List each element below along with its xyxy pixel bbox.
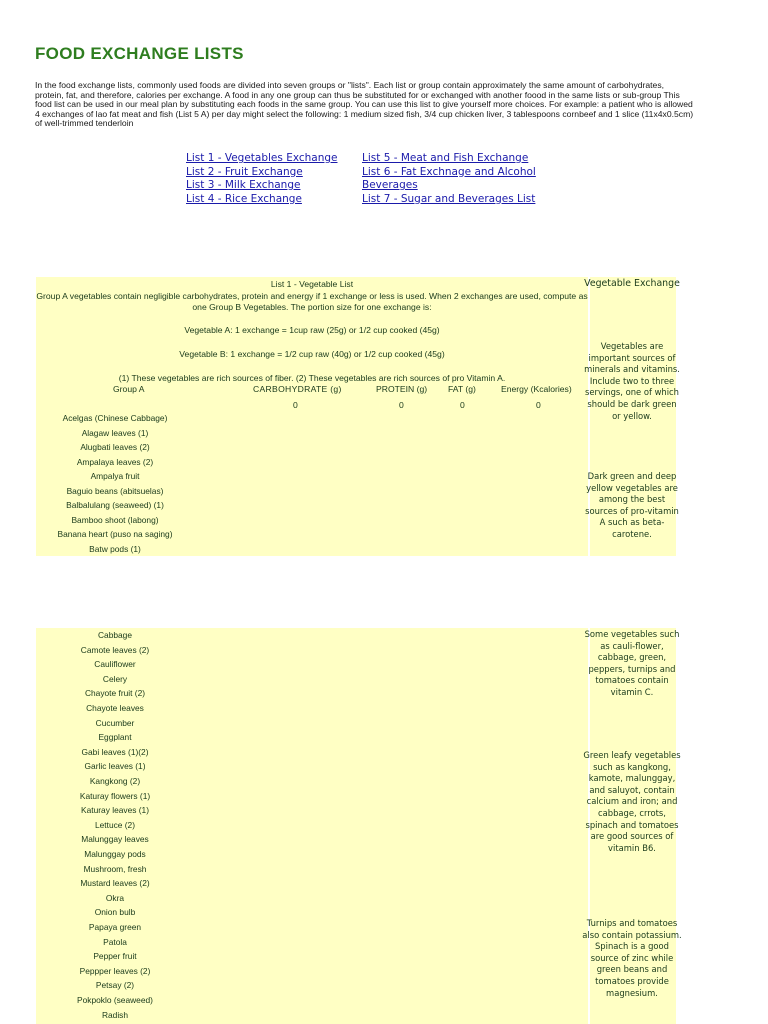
intro-paragraph: In the food exchange lists, commonly used foods are divided into seven groups or "lists". Each list or group contain approximately the same amount of carbohydrates, protein, fat, and therefore, calories per exchange. A food in any one group can thus be substituted for or exchanged with another foood in the same lists or sub-group This food list can be used in our meal plan by substituting each foods in the same group. You can use this list to give yourself more choices. For example: a patient who is allowed 4 exchanges of lao fat meat and fish (List 5 A) per day might select the following: 1 medium sized fish, 3/4 cup chicken liver, 3 tablespoons cornbeef and 1 slice (11x4x0.5cm) of well-trimmed tenderloin xyxy=(35,80,694,129)
vegetable-item: Balbalulang (seaweed) (1) xyxy=(66,500,164,510)
vegetable-item: Acelgas (Chinese Cabbage) xyxy=(62,413,168,423)
vegetable-item: Banana heart (puso na saging) xyxy=(57,529,173,539)
side-note-5: Turnips and tomatoes also contain potassium. Spinach is a good source of zinc while green beans and tomatoes provide magnesium. xyxy=(582,918,682,998)
side-note-4: Green leafy vegetables such as kangkong, kamote, malunggay, and saluyot, contain calcium and iron; and cabbage, crrots, spinach and tomatoes are good sources of vitamin B6. xyxy=(583,750,681,853)
vegetable-item: Radish xyxy=(101,1009,129,1020)
vegetable-item: Katuray flowers (1) xyxy=(79,790,151,801)
vegetable-item: Garlic leaves (1) xyxy=(84,761,146,772)
col-carbohydrate: CARBOHYDRATE (g) xyxy=(253,384,342,394)
vegetable-item: Alagaw leaves (1) xyxy=(81,427,149,438)
value-fat: 0 xyxy=(460,400,465,410)
links-right xyxy=(362,152,536,206)
vegetable-item: Cucumber xyxy=(95,717,135,728)
page-title: FOOD EXCHANGE LISTS xyxy=(35,44,244,63)
value-carbohydrate: 0 xyxy=(293,400,298,410)
side-note-2: Dark green and deep yellow vegetables are among the best sources of pro-vitamin A such as beta-carotene. xyxy=(585,471,679,539)
footnotes: (1) These vegetables are rich sources of fiber. (2) These vegetables are rich sources of pro Vitamin A. xyxy=(118,373,506,383)
vegetable-item: Patola xyxy=(103,936,127,947)
vegetable-item: Peppper leaves (2) xyxy=(79,965,151,976)
vegetable-item: Celery xyxy=(102,673,128,684)
vegetable-item: Baguio beans (abitsuelas) xyxy=(66,485,164,496)
vegetable-item: Camote leaves (2) xyxy=(80,644,150,655)
col-energy: Energy (Kcalories) xyxy=(501,384,572,394)
vegetable-item: Petsay (2) xyxy=(95,980,135,991)
link-list-6[interactable]: List 6 - Fat Exchnage and Alcohol xyxy=(362,165,536,178)
link-list-7[interactable]: List 7 - Sugar and Beverages List xyxy=(362,192,536,205)
link-list-4[interactable]: List 4 - Rice Exchange xyxy=(186,192,302,205)
vegetable-item: Bamboo shoot (labong) xyxy=(71,514,159,525)
vegetable-item: Onion bulb xyxy=(94,907,136,918)
vegetable-item: Papaya green xyxy=(88,922,142,932)
vegetable-item: Eggplant xyxy=(98,732,132,743)
link-list-3[interactable]: List 3 - Milk Exchange xyxy=(186,179,301,191)
vegetable-item: Chayote fruit (2) xyxy=(84,688,146,699)
vegetable-item: Malunggay pods xyxy=(84,849,146,859)
vegetable-item: Katuray leaves (1) xyxy=(81,805,149,816)
side-note-3: Some vegetables such as cauli-flower, cabbage, green, peppers, turnips and tomatoes contain vitamin C. xyxy=(584,629,680,697)
veg-b-portion: Vegetable B: 1 exchange = 1/2 cup raw (40g) or 1/2 cup cooked (45g) xyxy=(179,349,445,359)
side-title: Vegetable Exchange xyxy=(584,278,680,289)
links-left xyxy=(186,152,338,206)
vegetable-item: Kangkong (2) xyxy=(89,776,141,786)
vegetable-item: Batw pods (1) xyxy=(89,543,141,554)
vegetable-item: Malunggay leaves xyxy=(81,834,149,845)
col-group-a: Group A xyxy=(113,384,145,394)
vegetable-item: Mustard leaves (2) xyxy=(80,878,150,889)
value-energy: 0 xyxy=(536,400,541,410)
vegetable-item: Cabbage xyxy=(98,630,132,640)
group-a-note: Group A vegetables contain negligible carbohydrates, protein and energy if 1 exchange or less is used. When 2 exchanges are used, compute as one Group B Vegetables. The portion size for one exchange is: xyxy=(36,291,588,312)
vegetable-item: Lettuce (2) xyxy=(94,819,136,830)
link-list-2[interactable]: List 2 - Fruit Exchange xyxy=(186,165,303,178)
vegetable-item: Pepper fruit xyxy=(93,951,137,962)
vegetable-item: Ampalaya leaves (2) xyxy=(76,456,154,467)
veg-a-portion: Vegetable A: 1 exchange = 1cup raw (25g) or 1/2 cup cooked (45g) xyxy=(184,325,440,335)
col-fat: FAT (g) xyxy=(448,384,476,394)
side-note-1: Vegetables are important sources of minerals and vitamins. Include two to three servings, one of which should be dark green or yellow. xyxy=(584,341,680,421)
vegetable-item: Okra xyxy=(105,892,125,903)
vegetable-item: Alugbati leaves (2) xyxy=(80,442,150,452)
link-list-6-cont[interactable]: Beverages xyxy=(362,179,418,191)
col-protein: PROTEIN (g) xyxy=(376,384,428,394)
vegetable-item: Pokpoklo (seaweed) xyxy=(77,995,153,1005)
table-heading: List 1 - Vegetable List xyxy=(270,279,354,289)
vegetable-item: Ampalya fruit xyxy=(90,471,140,481)
link-list-5[interactable]: List 5 - Meat and Fish Exchange xyxy=(362,152,529,164)
vegetable-item: Chayote leaves xyxy=(86,703,144,713)
vegetable-item: Gabi leaves (1)(2) xyxy=(81,746,149,757)
value-protein: 0 xyxy=(399,400,404,410)
vegetable-item: Mushroom, fresh xyxy=(83,863,147,874)
link-list-1[interactable]: List 1 - Vegetables Exchange xyxy=(186,152,338,164)
vegetable-item: Cauliflower xyxy=(94,659,136,670)
